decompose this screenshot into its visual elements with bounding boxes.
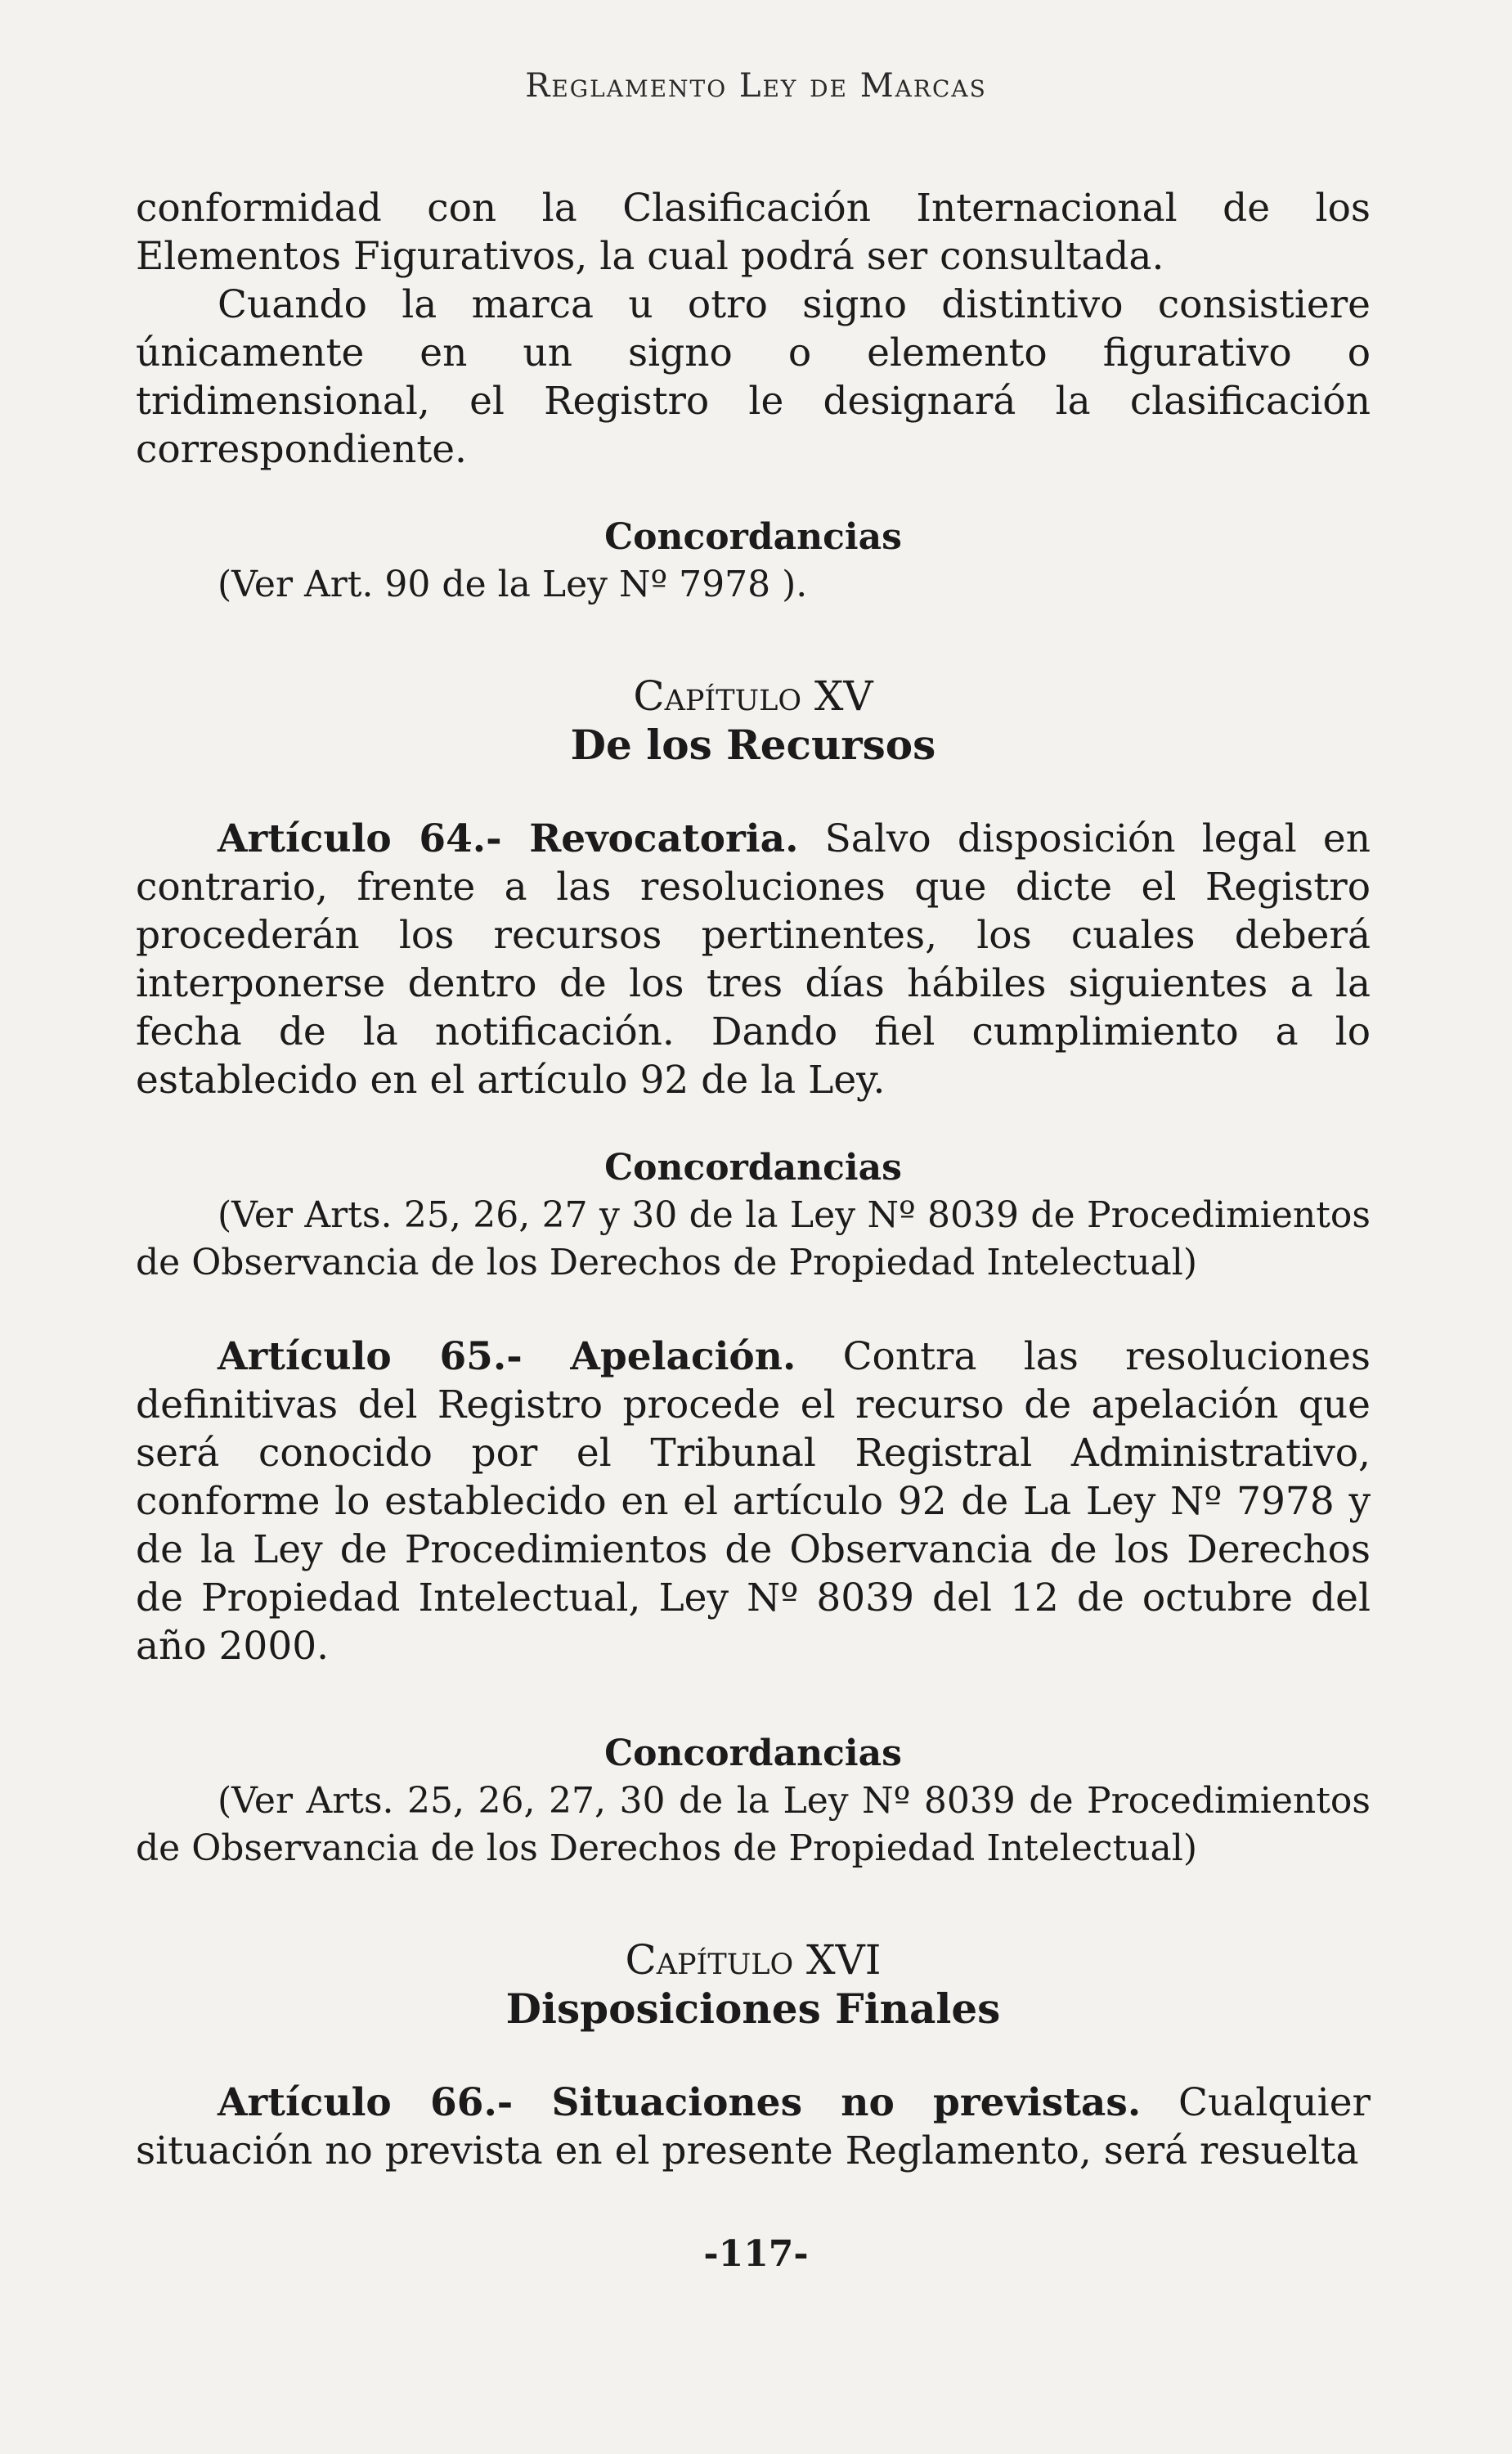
article-body: Salvo disposición legal en contrario, frente a las resoluciones que dicte el Registro procederán los recursos pertinentes, los cuales deberá interponerse dentro de los tres días hábiles siguientes a la fecha de la notificación. Dando fiel cumplimiento a lo establecido en el artículo 92 de la Ley. [136,816,1371,1103]
article-title: Artículo 65.- Apelación. [218,1334,796,1379]
article-body: Contra las resoluciones definitivas del Registro procede el recurso de apelación que será conocido por el Tribunal Registral Administrativo, conforme lo establecido en el artículo 92 de La Ley Nº 7978 y de la Ley de Procedimientos de Observancia de los Derechos de Propiedad Intelectual, Ley Nº 8039 del 12 de octubre del año 2000. [136,1334,1371,1669]
article-64 [136,815,1371,1104]
article-66 [136,2079,1371,2175]
concordancias-text: (Ver Arts. 25, 26, 27, 30 de la Ley Nº 8039 de Procedimientos de Observancia de los Derechos de Propiedad Intelectual) [136,1780,1371,1869]
article-title: Artículo 64.- Revocatoria. [218,816,799,861]
concordancias-heading: Concordancias [604,1147,902,1189]
page-number: -117- [703,2233,809,2275]
chapter-title: Disposiciones Finales [505,1984,1001,2033]
article-title: Artículo 66.- Situaciones no previstas. [218,2080,1142,2125]
chapter-label: Capítulo XV [633,672,873,720]
chapter-title: De los Recursos [570,721,936,769]
paragraph-classification: conformidad con la Clasificación Internacional de los Elementos Figurativos, la cual podrá ser consultada. [136,186,1371,279]
page-body [136,184,1371,2175]
concordancias-text: (Ver Art. 90 de la Ley Nº 7978 ). [218,564,808,605]
article-body: Cualquier situación no prevista en el presente Reglamento, será resuelta [136,2080,1371,2173]
paragraph-figurative-sign: Cuando la marca u otro signo distintivo consistiere únicamente en un signo o elemento figurativo o tridimensional, el Registro le designará la clasificación correspondiente. [136,282,1371,472]
running-head: Reglamento Ley de Marcas [525,67,987,105]
article-65 [136,1333,1371,1670]
concordancias-text: (Ver Arts. 25, 26, 27 y 30 de la Ley Nº 8039 de Procedimientos de Observancia de los Derechos de Propiedad Intelectual) [136,1194,1371,1283]
chapter-label: Capítulo XVI [625,1936,882,1984]
concordancias-heading: Concordancias [604,516,902,558]
concordancias-heading: Concordancias [604,1733,902,1774]
